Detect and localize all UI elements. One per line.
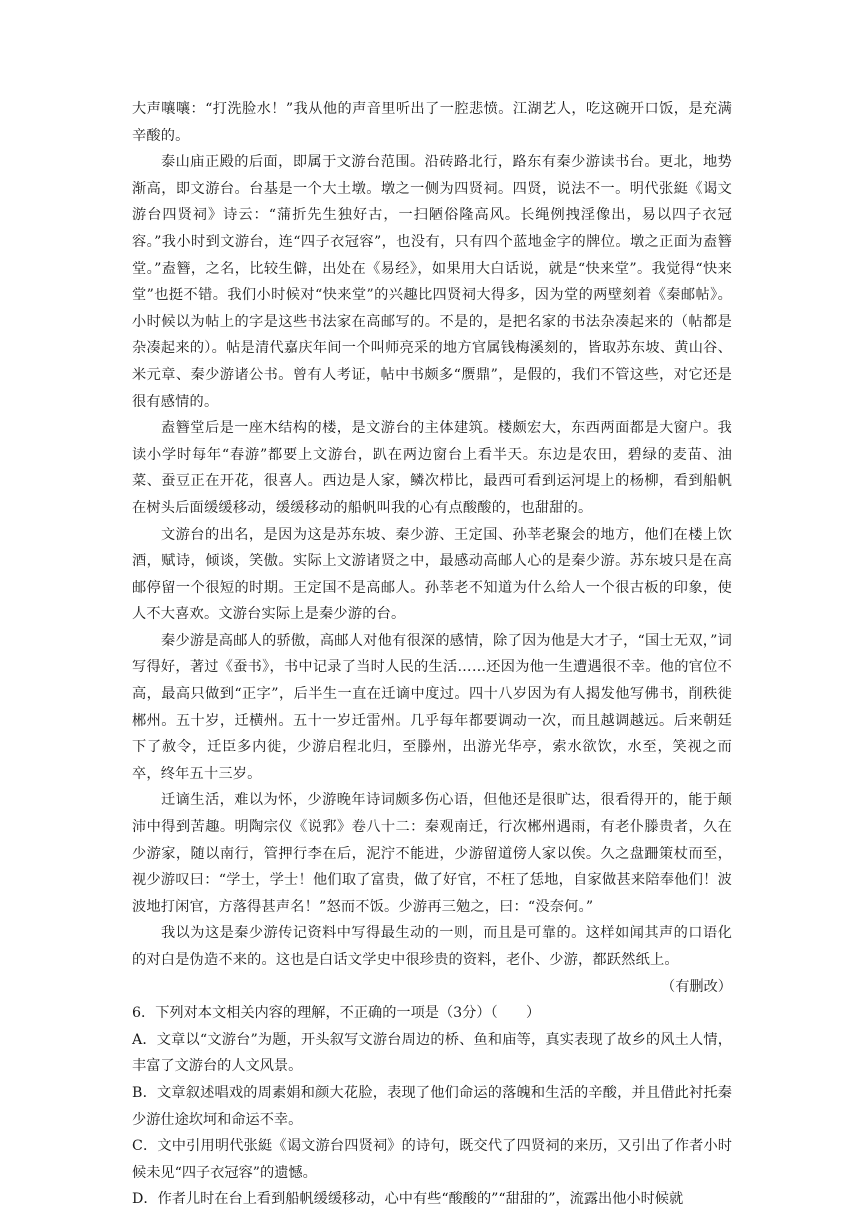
option-a: A．文章以“文游台”为题，开头叙写文游台周边的桥、鱼和庙等，真实表现了故乡的风土人情，丰富了文游台的人文风景。 [132,1031,732,1075]
article-paragraph-4: 文游台的出名，是因为这是苏东坡、秦少游、王定国、孙莘老聚会的地方，他们在楼上饮酒，赋诗，倾谈，笑傲。实际上文游诸贤之中，最感动高邮人心的是秦少游。苏东坡只是在高邮停留一个很短的时期。王定国不是高邮人。孙莘老不知道为什么给人一个很古板的印象，使人不大喜欢。文游台实际上是秦少游的台。 [132,526,732,623]
option-c: C．文中引用明代张綎《谒文游台四贤祠》的诗句，既交代了四贤祠的来历，又引出了作者小时候未见“四子衣冠容”的遗憾。 [132,1138,732,1181]
article-paragraph-6: 迁谪生活，难以为怀，少游晚年诗词颇多伤心语，但他还是很旷达，很看得开的，能于颠沛中得到苦趣。明陶宗仪《说郛》卷八十二：秦观南迁，行次郴州遇雨，有老仆滕贵者，久在少游家，随以南行，管押行李在后，泥泞不能进，少游留道傍人家以俟。久之盘跚策杖而至，视少游叹曰：“学士，学士！他们取了富贵，做了好官，不枉了恁地，自家做甚来陪奉他们！波波地打闲官，方落得甚声名！”怒而不饭。少游再三勉之，曰：“没奈何。” [132,792,732,915]
option-b: B．文章叙述唱戏的周素娟和颜大花脸，表现了他们命运的落魄和生活的辛酸，并且借此衬托秦少游仕途坎坷和命运不幸。 [132,1084,732,1128]
article-paragraph-5: 秦少游是高邮人的骄傲，高邮人对他有很深的感情，除了因为他是大才子，“国士无双，”词写得好，著过《蚕书》，书中记录了当时人民的生活……还因为他一生遭遇很不幸。他的官位不高，最高只做到“正字”，后半生一直在迁谪中度过。四十八岁因为有人揭发他写佛书，削秩徙郴州。五十岁，迁横州。五十一岁迁雷州。几乎每年都要调动一次，而且越调越远。后来朝廷下了赦令，迁臣多内徙，少游启程北归，至滕州，出游光华亭，索水欲饮，水至，笑视之而卒，终年五十三岁。 [132,632,732,782]
article-paragraph-3: 盍簪堂后是一座木结构的楼，是文游台的主体建筑。楼颇宏大，东西两面都是大窗户。我读小学时每年“春游”都要上文游台，趴在两边窗台上看半天。东边是农田，碧绿的麦苗、油菜、蚕豆正在开花，很喜人。西边是人家，鳞次栉比，最西可看到运河堤上的杨柳，看到船帆在树头后面缓缓移动，缓缓移动的船帆叫我的心有点酸酸的，也甜甜的。 [132,420,732,516]
question-block [132,1000,732,1213]
article-paragraph-7: 我以为这是秦少游传记资料中写得最生动的一则，而且是可靠的。这样如闻其声的口语化的对白是伪造不来的。这也是白话文学史中很珍贵的资料，老仆、少游，都跃然纸上。 [132,925,732,968]
article-paragraph-1: 大声嚷嚷：“打洗脸水！”我从他的声音里听出了一腔悲愤。江湖艺人，吃这碗开口饭，是充满辛酸的。 [132,101,732,144]
article-body [132,96,732,1000]
edit-note: （有删改） [661,978,732,995]
option-d: D．作者儿时在台上看到船帆缓缓移动，心中有些“酸酸的”“甜甜的”，流露出他小时候就 [132,1191,684,1208]
question-stem: 6．下列对本文相关内容的理解，不正确的一项是（3分）（ ） [132,1005,541,1022]
article-paragraph-2: 泰山庙正殿的后面，即属于文游台范围。沿砖路北行，路东有秦少游读书台。更北，地势渐高，即文游台。台基是一个大土墩。墩之一侧为四贤祠。四贤，说法不一。明代张綎《谒文游台四贤祠》诗云：“蒲折先生独好古，一扫陋俗隆高风。长绳例拽淫像出，易以四子衣冠容。”我小时到文游台，连“四子衣冠容”，也没有，只有四个蓝地金字的牌位。墩之正面为盍簪堂。”盍簪，之名，比较生僻，出处在《易经》，如果用大白话说，就是“快来堂”。我觉得“快来堂”也挺不错。我们小时候对“快来堂”的兴趣比四贤祠大得多，因为堂的两壁刻着《秦邮帖》。小时候以为帖上的字是这些书法家在高邮写的。不是的，是把名家的书法杂凑起来的（帖都是杂凑起来的）。帖是清代嘉庆年间一个叫师亮采的地方官属钱梅溪刻的，皆取苏东坡、黄山谷、米元章、秦少游诸公书。曾有人考证，帖中书颇多“赝鼎”，是假的，我们不管这些，对它还是很有感情的。 [132,154,732,410]
document-page [132,96,732,1213]
